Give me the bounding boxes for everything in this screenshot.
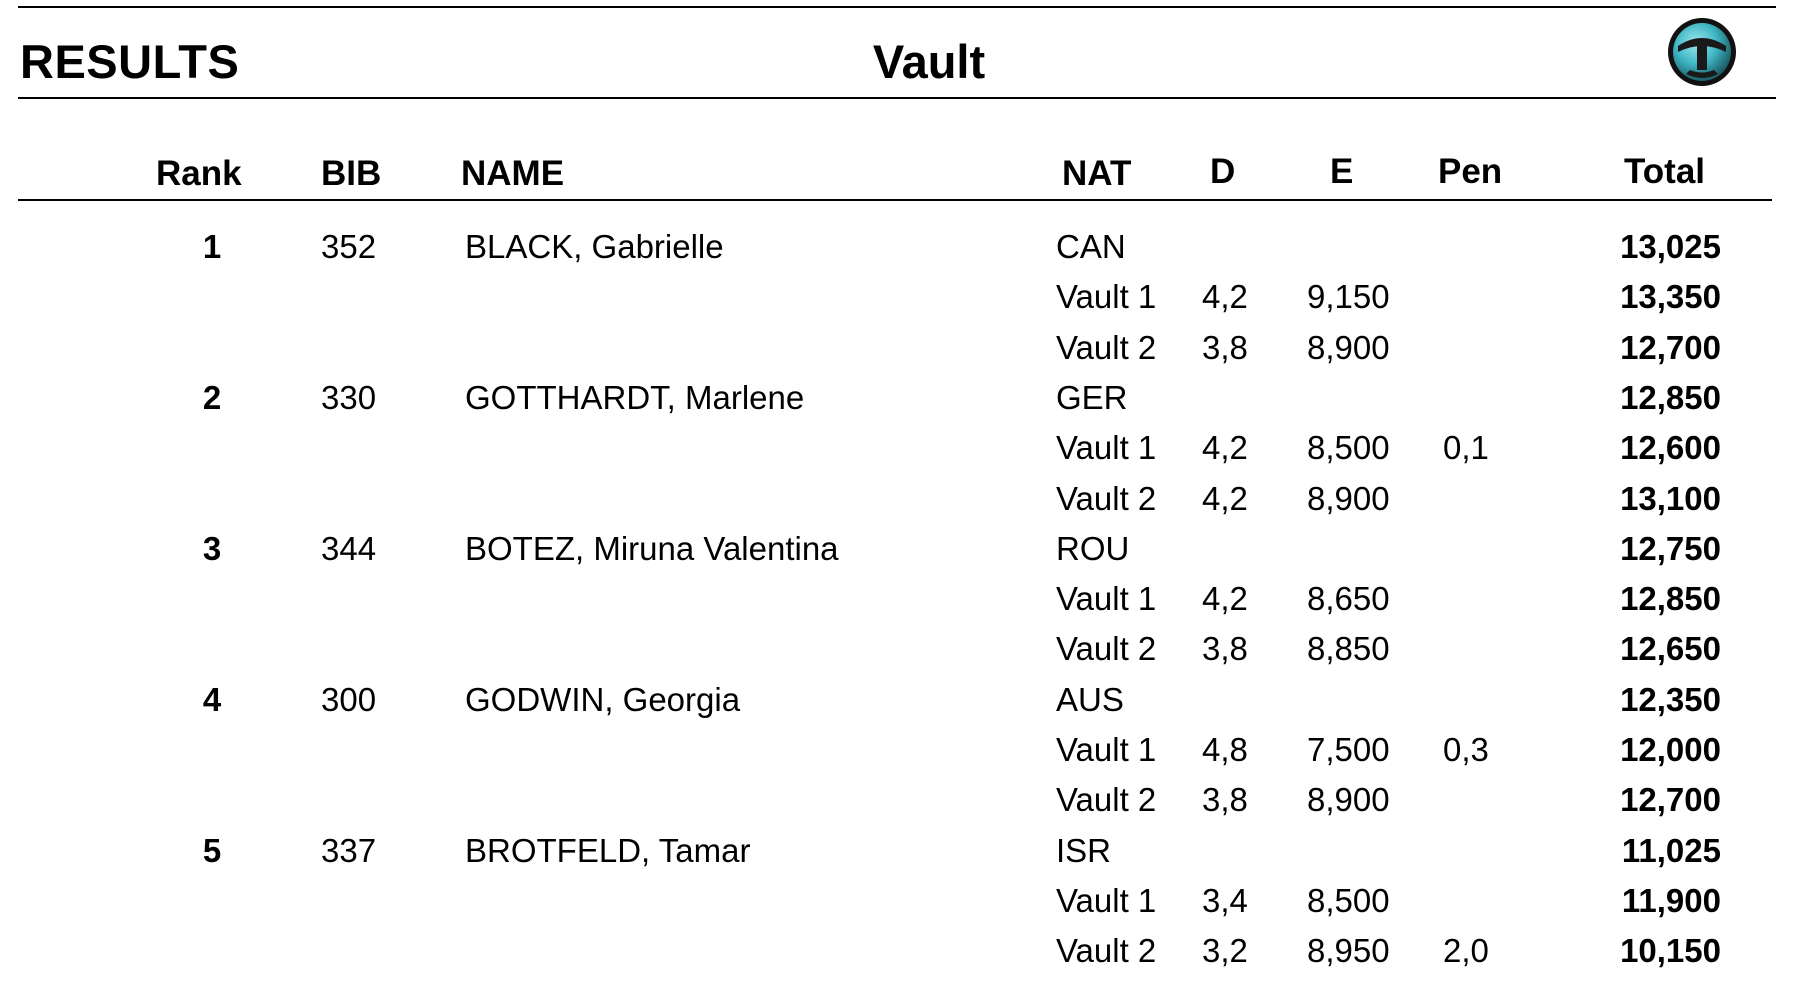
cell-d: 4,2 [1202,480,1248,517]
top-rule [18,6,1776,8]
cell-nat: Vault 1 [1056,429,1157,466]
col-total-header: Total [1624,152,1706,191]
cell-total: 13,025 [1620,228,1721,265]
cell-nat: Vault 1 [1056,731,1157,768]
col-d-header: D [1210,152,1236,191]
cell-d: 3,8 [1202,630,1248,667]
cell-name: BROTFELD, Tamar [465,832,751,869]
cell-e: 8,950 [1307,932,1390,969]
cell-rank: 5 [202,832,222,869]
cell-nat: Vault 2 [1056,630,1157,667]
cell-name: BOTEZ, Miruna Valentina [465,530,839,567]
cell-total: 12,000 [1620,731,1721,768]
cell-total: 12,700 [1620,329,1721,366]
cell-d: 4,2 [1202,429,1248,466]
cell-nat: GER [1056,379,1128,416]
results-label: RESULTS [20,35,240,88]
cell-nat: ROU [1056,530,1130,567]
cell-nat: Vault 1 [1056,882,1157,919]
cell-name: GOTTHARDT, Marlene [465,379,805,416]
cell-total: 12,750 [1620,530,1721,567]
cell-e: 8,900 [1307,781,1390,818]
cell-d: 4,2 [1202,580,1248,617]
cell-total: 12,650 [1620,630,1721,667]
cell-name: BLACK, Gabrielle [465,228,724,265]
cell-e: 7,500 [1307,731,1390,768]
cell-e: 8,500 [1307,882,1390,919]
cell-total: 12,700 [1620,781,1721,818]
cell-pen: 0,3 [1443,731,1489,768]
cell-d: 3,2 [1202,932,1248,969]
col-pen-header: Pen [1438,152,1503,191]
cell-nat: AUS [1056,681,1124,718]
cell-e: 8,850 [1307,630,1390,667]
header-rule [18,97,1776,99]
cell-total: 12,350 [1620,681,1721,718]
column-header-rule [18,199,1772,201]
cell-bib: 344 [321,530,377,567]
cell-total: 12,600 [1620,429,1721,466]
cell-rank: 3 [202,530,222,567]
cell-bib: 330 [321,379,377,416]
col-name-header: NAME [461,154,565,193]
cell-e: 8,500 [1307,429,1390,466]
cell-e: 9,150 [1307,278,1390,315]
col-rank-header: Rank [156,154,242,193]
cell-nat: ISR [1056,832,1112,869]
cell-nat: Vault 2 [1056,932,1157,969]
cell-nat: CAN [1056,228,1126,265]
gymnastics-logo-icon [1664,16,1740,88]
cell-total: 11,900 [1621,882,1721,919]
cell-bib: 352 [321,228,377,265]
cell-nat: Vault 2 [1056,781,1157,818]
cell-nat: Vault 2 [1056,480,1157,517]
cell-total: 10,150 [1620,932,1721,969]
cell-name: GODWIN, Georgia [465,681,741,718]
col-e-header: E [1330,152,1354,191]
cell-total: 12,850 [1620,379,1721,416]
cell-rank: 1 [202,228,222,265]
cell-nat: Vault 1 [1056,278,1157,315]
col-nat-header: NAT [1062,154,1132,193]
cell-total: 12,850 [1620,580,1721,617]
cell-bib: 300 [321,681,377,718]
cell-d: 3,4 [1202,882,1248,919]
cell-e: 8,650 [1307,580,1390,617]
event-title: Vault [872,35,986,88]
cell-total: 13,350 [1620,278,1721,315]
cell-e: 8,900 [1307,480,1390,517]
cell-total: 13,100 [1620,480,1721,517]
cell-d: 4,2 [1202,278,1248,315]
cell-rank: 2 [202,379,222,416]
cell-e: 8,900 [1307,329,1390,366]
cell-rank: 4 [202,681,222,718]
cell-d: 4,8 [1202,731,1248,768]
cell-d: 3,8 [1202,781,1248,818]
cell-nat: Vault 2 [1056,329,1157,366]
col-bib-header: BIB [321,154,382,193]
cell-bib: 337 [321,832,377,869]
cell-total: 11,025 [1621,832,1721,869]
cell-pen: 2,0 [1443,932,1489,969]
cell-d: 3,8 [1202,329,1248,366]
cell-pen: 0,1 [1443,429,1489,466]
cell-nat: Vault 1 [1056,580,1157,617]
